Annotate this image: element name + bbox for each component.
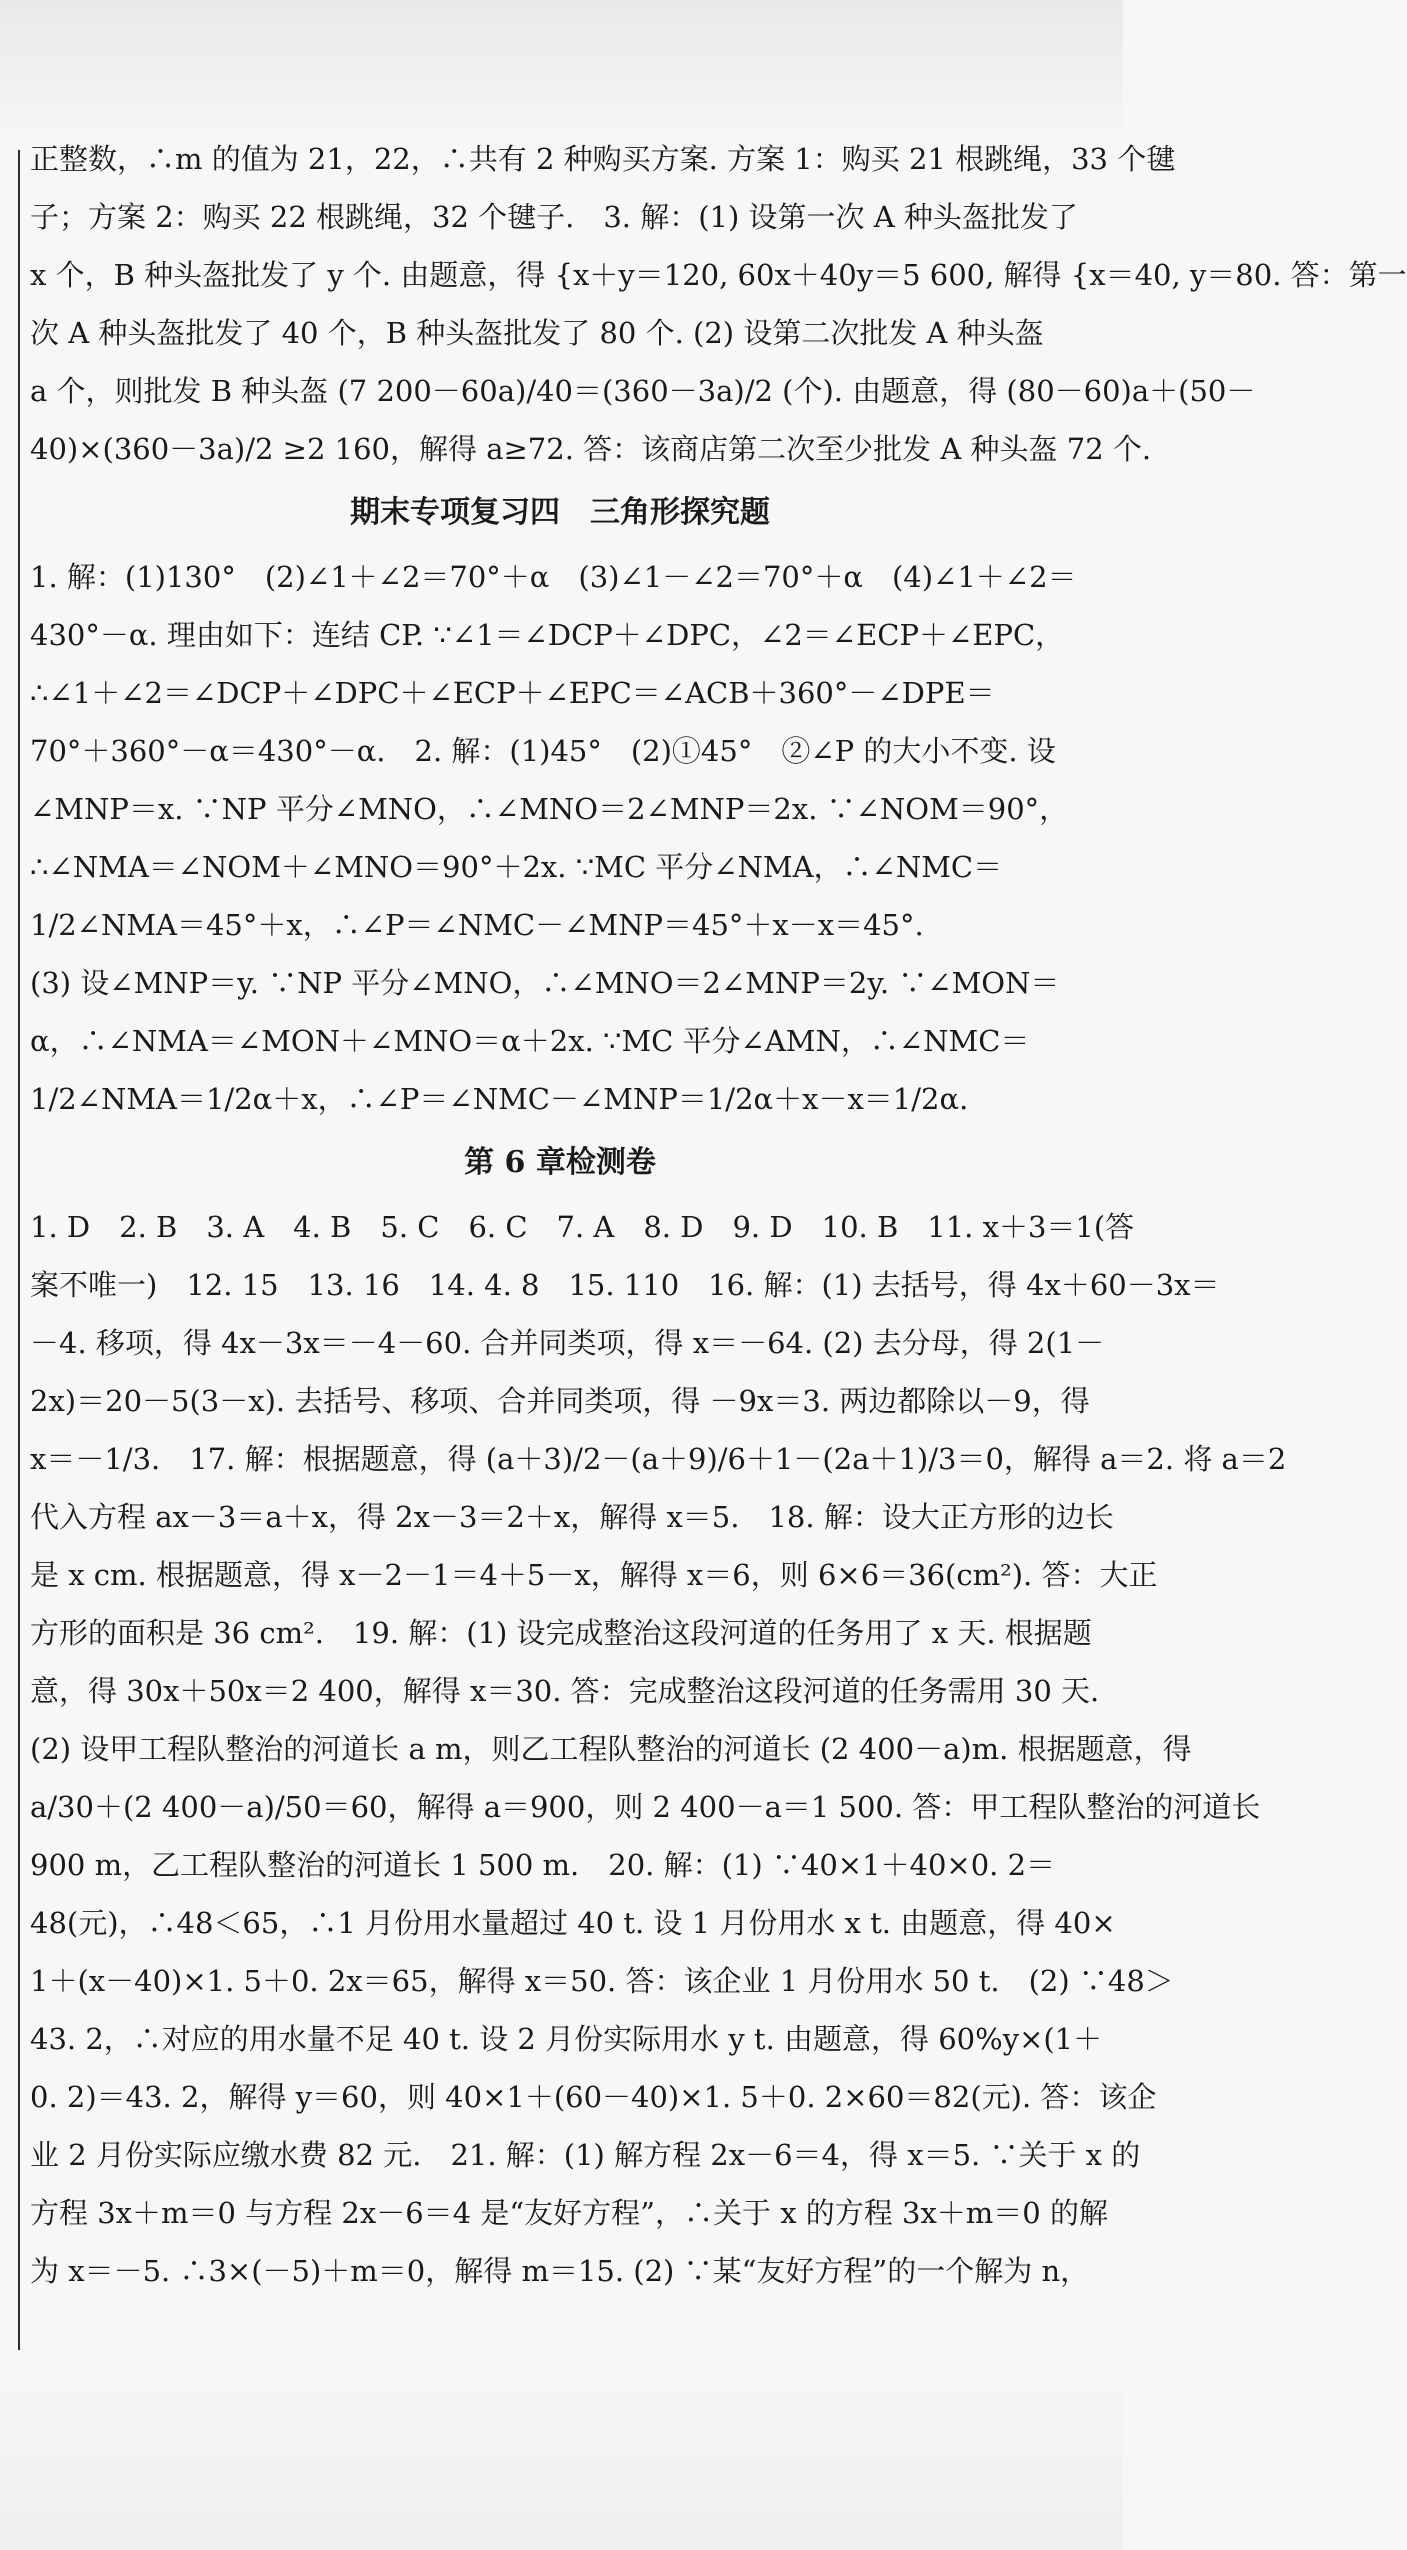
text-line: 子；方案 2：购买 22 根跳绳，32 个毽子. 3. 解：(1) 设第一次 A 种头盔批发了 [30, 200, 1078, 234]
bottom-fade [0, 2350, 1123, 2550]
text-line: 0. 2)＝43. 2，解得 y＝60，则 40×1＋(60－40)×1. 5＋0. 2×60＝82(元). 答：该企 [30, 2080, 1157, 2114]
text-line: 70°＋360°－α＝430°－α. 2. 解：(1)45° (2)①45° ②∠P 的大小不变. 设 [30, 734, 1056, 768]
text-line: 430°－α. 理由如下：连结 CP. ∵∠1＝∠DCP＋∠DPC，∠2＝∠ECP＋∠EPC， [30, 618, 1065, 652]
section-title-review-four: 期末专项复习四 三角形探究题 [350, 495, 770, 530]
part-3-solution [30, 1198, 1287, 2300]
section-title-chapter-6-test: 第 6 章检测卷 [464, 1145, 656, 1180]
text-line: －4. 移项，得 4x－3x＝－4－60. 合并同类项，得 x＝－64. (2) 去分母，得 2(1－ [30, 1326, 1105, 1360]
text-line: 1/2∠NMA＝45°＋x，∴∠P＝∠NMC－∠MNP＝45°＋x－x＝45°. [30, 908, 924, 942]
text-line: 1. 解：(1)130° (2)∠1＋∠2＝70°＋α (3)∠1－∠2＝70°＋α (4)∠1＋∠2＝ [30, 560, 1077, 594]
text-line: 业 2 月份实际应缴水费 82 元. 21. 解：(1) 解方程 2x－6＝4，得 x＝5. ∵关于 x 的 [30, 2138, 1141, 2172]
text-line: 40)×(360－3a)/2 ≥2 160，解得 a≥72. 答：该商店第二次至少批发 A 种头盔 72 个. [30, 432, 1152, 466]
text-line: α，∴∠NMA＝∠MON＋∠MNO＝α＋2x. ∵MC 平分∠AMN，∴∠NMC＝ [30, 1024, 1030, 1058]
text-line: 1＋(x－40)×1. 5＋0. 2x＝65，解得 x＝50. 答：该企业 1 月份用水 50 t. (2) ∵48＞ [30, 1964, 1174, 1998]
text-line: 为 x＝－5. ∴3×(－5)＋m＝0，解得 m＝15. (2) ∵某“友好方程”的一个解为 n， [30, 2254, 1090, 2288]
text-line: ∠MNP＝x. ∵NP 平分∠MNO，∴∠MNO＝2∠MNP＝2x. ∵∠NOM＝90°， [30, 792, 1069, 826]
part-1-solution [30, 130, 1407, 478]
text-line: 43. 2，∴对应的用水量不足 40 t. 设 2 月份实际用水 y t. 由题意，得 60%y×(1＋ [30, 2022, 1103, 2056]
text-line: (2) 设甲工程队整治的河道长 a m，则乙工程队整治的河道长 (2 400－a)m. 根据题意，得 [30, 1732, 1192, 1766]
text-line: a 个，则批发 B 种头盔 (7 200－60a)/40＝(360－3a)/2 (个). 由题意，得 (80－60)a＋(50－ [30, 374, 1256, 408]
top-shadow [0, 0, 1123, 150]
text-line: 是 x cm. 根据题意，得 x－2－1＝4＋5－x，解得 x＝6，则 6×6＝36(cm²). 答：大正 [30, 1558, 1158, 1592]
text-line: 案不唯一) 12. 15 13. 16 14. 4. 8 15. 110 16. 解：(1) 去括号，得 4x＋60－3x＝ [30, 1268, 1220, 1302]
text-line: 方程 3x＋m＝0 与方程 2x－6＝4 是“友好方程”，∴关于 x 的方程 3x＋m＝0 的解 [30, 2196, 1108, 2230]
text-line: a/30＋(2 400－a)/50＝60，解得 a＝900，则 2 400－a＝1 500. 答：甲工程队整治的河道长 [30, 1790, 1261, 1824]
part-2-solution [30, 548, 1090, 1128]
text-line: 900 m，乙工程队整治的河道长 1 500 m. 20. 解：(1) ∵40×1＋40×0. 2＝ [30, 1848, 1056, 1882]
text-line: 正整数，∴m 的值为 21，22，∴共有 2 种购买方案. 方案 1：购买 21 根跳绳，33 个毽 [30, 142, 1176, 176]
text-line: 1. D 2. B 3. A 4. B 5. C 6. C 7. A 8. D 9. D 10. B 11. x＋3＝1(答 [30, 1210, 1135, 1244]
text-line: 意，得 30x＋50x＝2 400，解得 x＝30. 答：完成整治这段河道的任务需用 30 天. [30, 1674, 1100, 1708]
text-line: 1/2∠NMA＝1/2α＋x，∴∠P＝∠NMC－∠MNP＝1/2α＋x－x＝1/2α. [30, 1082, 969, 1116]
text-line: 48(元)，∴48＜65，∴1 月份用水量超过 40 t. 设 1 月份用水 x t. 由题意，得 40× [30, 1906, 1116, 1940]
text-line: ∴∠NMA＝∠NOM＋∠MNO＝90°＋2x. ∵MC 平分∠NMA，∴∠NMC＝ [30, 850, 1003, 884]
text-line: 方形的面积是 36 cm². 19. 解：(1) 设完成整治这段河道的任务用了 x 天. 根据题 [30, 1616, 1092, 1650]
text-line: (3) 设∠MNP＝y. ∵NP 平分∠MNO，∴∠MNO＝2∠MNP＝2y. ∵∠MON＝ [30, 966, 1060, 1000]
answer-content [30, 130, 1407, 2300]
text-line: x＝－1/3. 17. 解：根据题意，得 (a＋3)/2－(a＋9)/6＋1－(2a＋1)/3＝0，解得 a＝2. 将 a＝2 [30, 1442, 1287, 1476]
text-line: 次 A 种头盔批发了 40 个，B 种头盔批发了 80 个. (2) 设第二次批发 A 种头盔 [30, 316, 1044, 350]
text-line: ∴∠1＋∠2＝∠DCP＋∠DPC＋∠ECP＋∠EPC＝∠ACB＋360°－∠DPE＝ [30, 676, 995, 710]
text-line: x 个，B 种头盔批发了 y 个. 由题意，得 {x＋y＝120, 60x＋40y＝5 600, 解得 {x＝40, y＝80. 答：第一 [30, 258, 1407, 292]
text-line: 2x)＝20－5(3－x). 去括号、移项、合并同类项，得 －9x＝3. 两边都除以－9，得 [30, 1384, 1090, 1418]
left-margin-rule [18, 150, 20, 2350]
text-line: 代入方程 ax－3＝a＋x，得 2x－3＝2＋x，解得 x＝5. 18. 解：设大正方形的边长 [30, 1500, 1114, 1534]
